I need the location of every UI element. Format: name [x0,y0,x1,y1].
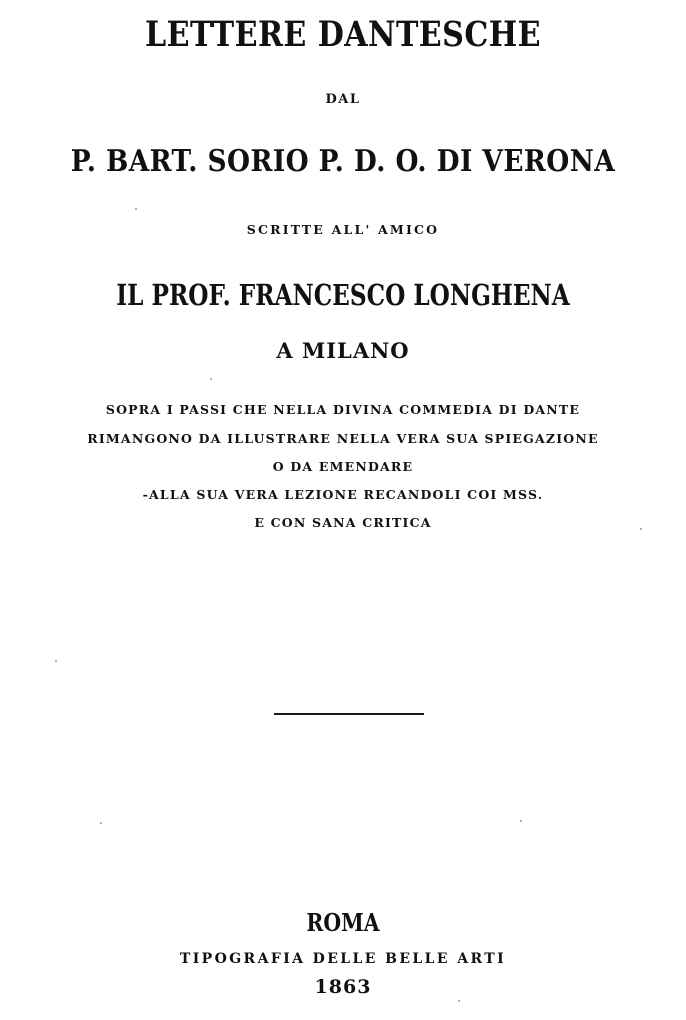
paper-speck [55,660,57,662]
description-line: -ALLA SUA VERA LEZIONE RECANDOLI COI MSS. [142,487,544,502]
paper-speck [135,208,137,210]
dedication-line: SCRITTE ALL' AMICO [246,222,440,237]
paper-speck [520,820,522,822]
paper-speck [458,1000,460,1002]
recipient-name: IL PROF. FRANCESCO LONGHENA [116,278,570,312]
recipient-city: A MILANO [276,338,410,363]
author-name: P. BART. SORIO P. D. O. DI VERONA [70,144,616,179]
paper-speck [210,378,212,380]
description-line: SOPRA I PASSI CHE NELLA DIVINA COMMEDIA DI DANTE [105,402,581,417]
imprint-year: 1863 [314,976,372,998]
imprint-printer: TIPOGRAFIA DELLE BELLE ARTI [179,951,507,967]
paper-speck [100,822,102,824]
paper-speck [640,528,642,530]
divider-rule [274,713,424,715]
by-line: DAL [325,92,361,107]
description-line: E CON SANA CRITICA [254,515,432,530]
book-title: LETTERE DANTESCHE [145,14,541,55]
imprint-place: ROMA [306,908,380,937]
description-line: O DA EMENDARE [272,459,414,474]
description-line: RIMANGONO DA ILLUSTRARE NELLA VERA SUA SPIEGAZIONE [87,431,599,446]
